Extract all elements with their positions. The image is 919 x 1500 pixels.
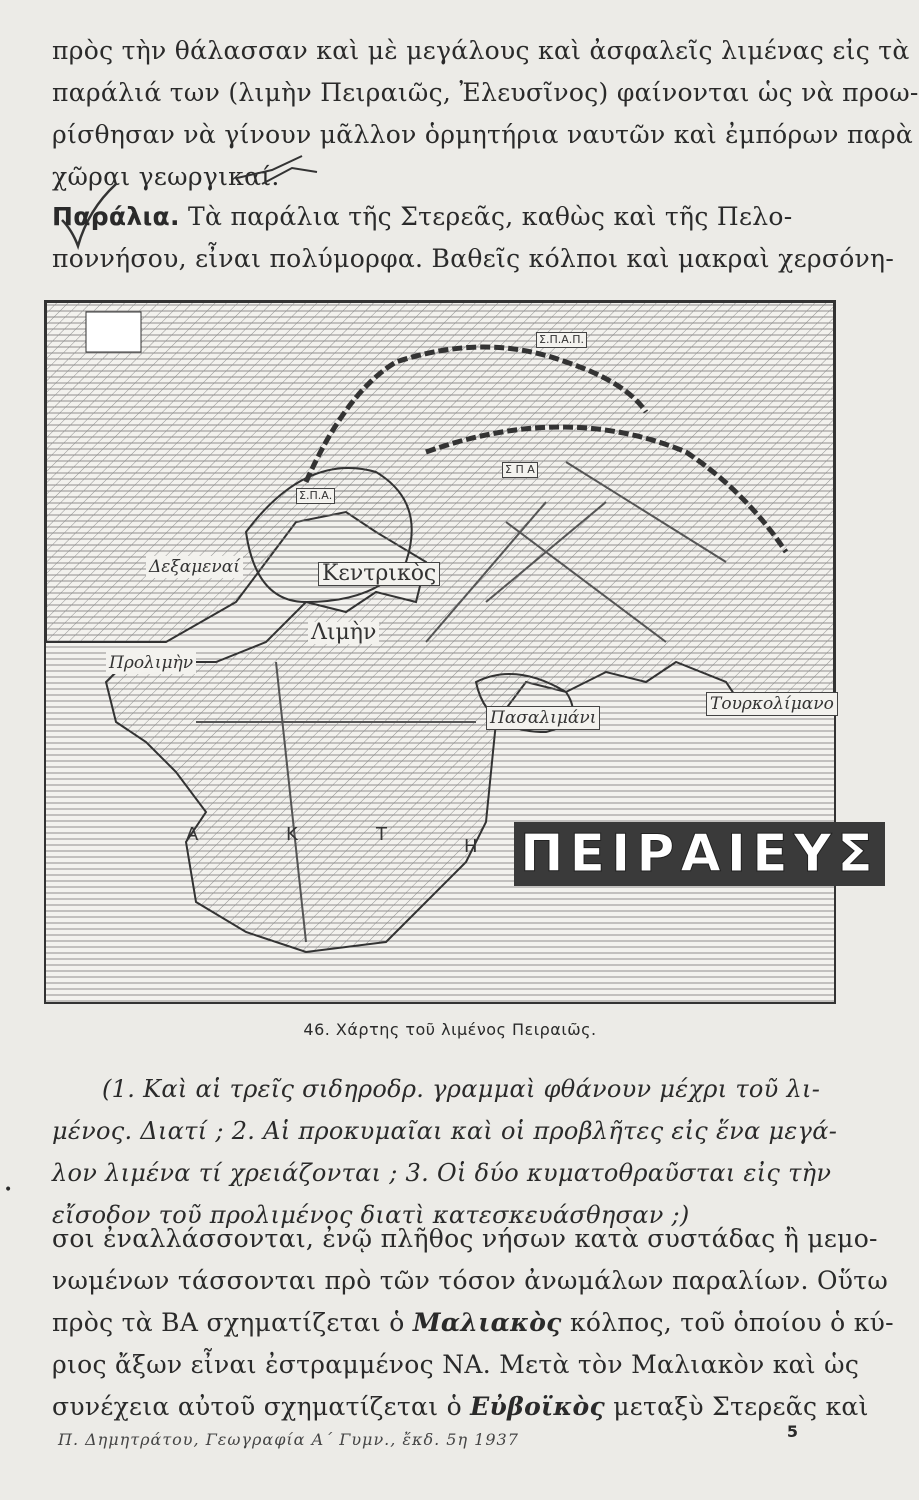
questions-paragraph <box>52 1068 842 1236</box>
text-line: ποννήσου, εἶναι πολύμορφα. Βαθεῖς κόλποι καὶ μακραὶ χερσόνη- <box>52 244 895 273</box>
label-dexamenai: Δεξαμεναί <box>146 556 243 578</box>
rail-label: Σ.Π.Α.Π. <box>536 332 587 348</box>
text-line: ριος ἄξων εἶναι ἐστραμμένος ΝΑ. Μετὰ τὸν Μαλιακὸν καὶ ὡς <box>52 1350 860 1379</box>
margin-dot: • <box>4 1182 13 1198</box>
text-line: νωμένων τάσσονται πρὸ τῶν τόσον ἀνωμάλων παραλίων. Οὕτω <box>52 1266 889 1295</box>
text-line: ρίσθησαν νὰ γίνουν μᾶλλον ὁρμητήρια ναυτῶν καὶ ἐμπόρων παρὰ <box>52 120 914 149</box>
text-fragment: μεταξὺ Στερεᾶς καὶ <box>604 1392 869 1421</box>
text-fragment: πρὸς τὰ ΒΑ σχηματίζεται ὁ <box>52 1308 413 1337</box>
map-title: ΠΕΙΡΑΙΕΥΣ <box>514 822 885 886</box>
text-line: πρὸς τὴν θάλασσαν καὶ μὲ μεγάλους καὶ ἀσφαλεῖς λιμένας εἰς τὰ <box>52 36 910 65</box>
akti-letter: Κ <box>286 824 298 845</box>
gulf-name-evvoikos: Εὐβοϊκὸς <box>470 1392 605 1421</box>
text-fragment: Τὰ παράλια τῆς Στερεᾶς, καθὼς καὶ τῆς Πελο- <box>179 202 793 231</box>
label-limin: Λιμὴν <box>308 622 379 644</box>
intro-paragraph <box>52 30 919 198</box>
label-prolimin: Προλιμὴν <box>106 652 196 674</box>
label-pasalimani: Πασαλιμάνι <box>486 706 600 730</box>
text-line <box>52 196 842 238</box>
rail-label: Σ Π Α <box>502 462 538 478</box>
akti-letter: Τ <box>376 824 387 845</box>
text-line: (1. Καὶ αἱ τρεῖς σιδηροδρ. γραμμαὶ φθάνουν μέχρι τοῦ λι- <box>102 1075 821 1103</box>
text-line: εἴσοδον τοῦ προλιμένος διατὶ κατεσκευάσθησαν ;) <box>52 1201 690 1229</box>
continuation-paragraph <box>52 1218 894 1428</box>
page-footer: Π. Δημητράτου, Γεωγραφία Α΄ Γυμν., ἔκδ. 5η 1937 <box>58 1430 519 1449</box>
text-line: μένος. Διατί ; 2. Αἱ προκυμαῖαι καὶ οἱ προβλῆτες εἰς ἕνα μεγά- <box>52 1117 838 1145</box>
text-line: χῶραι γεωργικαί. <box>52 162 280 191</box>
akti-letter: Η <box>464 836 478 857</box>
text-fragment: κόλπος, τοῦ ὁποίου ὁ κύ- <box>561 1308 894 1337</box>
page-number: 5 <box>786 1422 798 1441</box>
piraeus-harbor-map <box>44 300 879 1004</box>
pen-mark-icon <box>232 148 322 188</box>
akti-letter: Α <box>186 824 199 845</box>
map-legend-box <box>86 312 141 352</box>
text-line: σοι ἐναλλάσσονται, ἐνῷ πλῆθος νήσων κατὰ συστάδας ἢ μεμο- <box>52 1224 878 1253</box>
text-line: παράλιά των (λιμὴν Πειραιῶς, Ἐλευσῖνος) φαίνονται ὡς νὰ προω- <box>52 78 919 107</box>
text-line <box>52 1302 894 1344</box>
rail-label: Σ.Π.Α. <box>296 488 335 504</box>
label-kentrikos: Κεντρικὸς <box>318 562 440 586</box>
text-fragment: συνέχεια αὐτοῦ σχηματίζεται ὁ <box>52 1392 471 1421</box>
section-heading: Παράλια. <box>52 202 180 231</box>
paralia-paragraph <box>52 196 895 280</box>
text-line <box>52 1386 869 1428</box>
text-line: λον λιμένα τί χρειάζονται ; 3. Οἱ δύο κυματοθραῦσται εἰς τὴν <box>52 1159 832 1187</box>
gulf-name-maliakos: Μαλιακὸς <box>412 1308 562 1337</box>
figure-caption: 46. Χάρτης τοῦ λιμένος Πειραιῶς. <box>303 1020 597 1039</box>
label-tourkolimano: Τουρκολίμανο <box>706 692 838 716</box>
